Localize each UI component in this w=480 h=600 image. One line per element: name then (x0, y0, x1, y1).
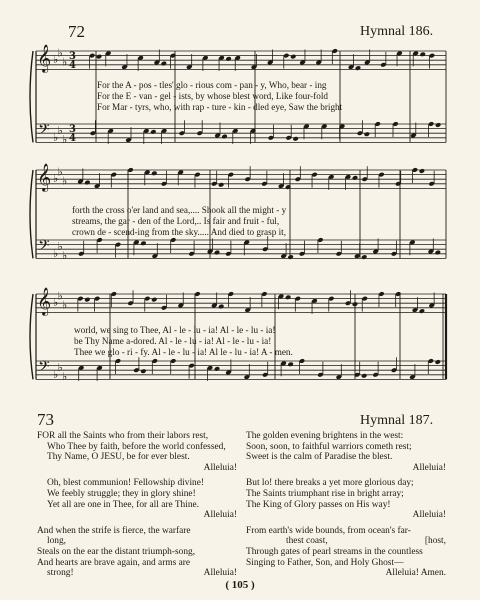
note-head (84, 180, 90, 186)
note-head (435, 250, 441, 256)
flat-sign: ♭ (62, 370, 68, 384)
note-head (140, 240, 146, 246)
hymn-73-left-column (37, 431, 237, 579)
note-head (161, 61, 167, 67)
treble-clef: 𝄞 (37, 287, 52, 315)
note-head (285, 294, 291, 300)
verse-line: We feebly struggle; they in glory shine! (47, 488, 196, 499)
lyric-line: For the A - pos - tles' glo - rious com - pan - y, Who, bear - ing (97, 80, 327, 90)
note-head (150, 129, 156, 135)
alleluia: Alleluia! (203, 568, 237, 579)
flat-sign: ♭ (62, 298, 68, 312)
note-head (218, 182, 224, 188)
brace (30, 170, 33, 258)
verse-line: Steals on the ear the distant triumph-song, (37, 546, 196, 557)
note-head (221, 134, 227, 140)
brace (30, 51, 33, 142)
note-head (214, 366, 220, 372)
note-head (151, 170, 157, 176)
verse-line: The Saints triumphant rise in bright array; (246, 488, 404, 499)
note-head (364, 131, 370, 137)
note-head (361, 254, 367, 260)
flat-sign: ♭ (62, 55, 68, 69)
lyric-line: Thee we glo - ri - fy. Al - le - lu - ia! Al le - lu - ia! A - men. (74, 347, 293, 357)
verse-line-part: thest coast, (286, 536, 328, 547)
note-head (287, 361, 293, 367)
note-head (84, 297, 90, 303)
note-head (435, 359, 441, 365)
alleluia: Alleluia! (203, 510, 237, 521)
verse (246, 431, 446, 473)
alleluia: Alleluia! (412, 462, 446, 473)
verse (37, 478, 237, 520)
verse-line: Sweet is the calm of Paradise the blest. (246, 452, 393, 463)
note-head (352, 175, 358, 181)
verse-line (37, 568, 237, 579)
lyric-line: For Mar - tyrs, who, with rap - ture - kin - dled eye, Saw the bright (97, 102, 343, 112)
note-head (419, 168, 425, 174)
alleluia: Alleluia! Amen. (385, 568, 446, 579)
flat-sign: ♭ (57, 165, 63, 179)
hymn-73-title: Hymnal 187. (360, 413, 434, 428)
treble-clef: 𝄞 (37, 163, 52, 191)
note-head (218, 304, 224, 310)
flat-sign: ♭ (57, 123, 63, 137)
flat-sign: ♭ (57, 289, 63, 303)
flat-sign: ♭ (53, 246, 59, 260)
verse-line: FOR all the Saints who from their labors rest, (37, 431, 209, 441)
flat-sign: ♭ (53, 130, 59, 144)
lyric-line: forth the cross o'er land and sea,.... Shook all the might - y (72, 205, 287, 215)
verse-line: Yet all are one in Thee, for all are Thine. (47, 499, 200, 510)
note-head (361, 373, 367, 379)
verse-line (246, 536, 446, 547)
note-head (420, 51, 426, 57)
verse (246, 526, 446, 579)
verse-line: From earth's wide bounds, from ocean's far- (246, 525, 411, 536)
flat-sign: ♭ (53, 296, 59, 310)
note-head (352, 301, 358, 307)
verse-line: And when the strife is fierce, the warfare (37, 525, 191, 536)
note-head (140, 368, 146, 374)
note-head (214, 250, 220, 256)
note-head (419, 308, 425, 314)
brace (30, 294, 33, 379)
bass-clef: 𝄢 (38, 121, 50, 142)
hymn-73-number: 73 (37, 410, 54, 429)
page-number: ( 105 ) (225, 579, 255, 591)
bass-clef: 𝄢 (38, 358, 50, 379)
note-head (292, 136, 298, 142)
alleluia: Alleluia! (412, 510, 446, 521)
verse (37, 526, 237, 579)
time-sig: 3 (69, 51, 76, 62)
lyrics-system-1 (97, 80, 342, 113)
hymn-73-right-column (246, 431, 446, 579)
lyric-line: crown de - scend-ing from the sky..... And died to grasp it, (72, 227, 286, 237)
note-head (290, 54, 296, 60)
lyrics-system-3 (74, 325, 293, 358)
verse-line: But lo! there breaks a yet more glorious day; (246, 478, 414, 489)
flat-sign: ♭ (57, 360, 63, 374)
lyric-line: streams, the gar - den of the Lord,.. Is fair and fruit - ful, (72, 216, 280, 226)
verse-line: Thy Name, O JESU, be for ever blest. (47, 452, 190, 463)
lyrics-system-2 (72, 205, 286, 238)
hymn-72-number: 72 (68, 22, 85, 41)
verse-line: Who Thee by faith, before the world confessed, (47, 441, 226, 452)
lyric-line: For the E - van - gel - ists, by whose blest word, Like four-fold (97, 91, 328, 101)
alleluia: Alleluia! (203, 462, 237, 473)
verse (37, 431, 237, 473)
note-head (151, 297, 157, 303)
verse-line-part: [host, (424, 536, 446, 547)
verse (246, 478, 446, 520)
flat-sign: ♭ (53, 367, 59, 381)
verse-line: The golden evening brightens in the west: (246, 431, 404, 441)
verse-line: The King of Glory passes on His way! (246, 499, 391, 510)
flat-sign: ♭ (62, 249, 68, 263)
note-head (225, 56, 231, 62)
note-head (435, 122, 441, 128)
verse-line: Oh, blest communion! Fellowship divine! (47, 478, 205, 489)
time-sig: 3 (69, 124, 76, 135)
flat-sign: ♭ (57, 46, 63, 60)
treble-clef: 𝄞 (37, 44, 52, 72)
flat-sign: ♭ (53, 172, 59, 186)
lyric-line: world, we sing to Thee, Al - le - lu - ia! Al - le - lu - ia! (74, 325, 276, 335)
verse-line: long, (47, 536, 67, 547)
lyric-line: be Thy Name a-dored. Al - le - lu - ia! Al - le - lu - ia! (74, 336, 272, 346)
verse-line: And hearts are brave again, and arms are (37, 557, 191, 568)
verse-line-end: strong! (47, 568, 74, 579)
bass-clef: 𝄢 (38, 237, 50, 258)
time-sig: 4 (69, 60, 76, 71)
note-head (96, 54, 102, 60)
flat-sign: ♭ (53, 53, 59, 67)
flat-sign: ♭ (62, 174, 68, 188)
note-head (355, 65, 361, 71)
verse-line: Soon, soon, to faithful warriors cometh rest; (246, 441, 412, 452)
verse-line: Through gates of pearl streams in the countless (246, 546, 423, 557)
flat-sign: ♭ (62, 133, 68, 147)
hymn-72-title: Hymnal 186. (360, 24, 434, 39)
flat-sign: ♭ (57, 239, 63, 253)
verse-line: Singing to Father, Son, and Holy Ghost— (246, 557, 404, 568)
note-head (287, 254, 293, 260)
time-sig: 4 (69, 133, 76, 144)
